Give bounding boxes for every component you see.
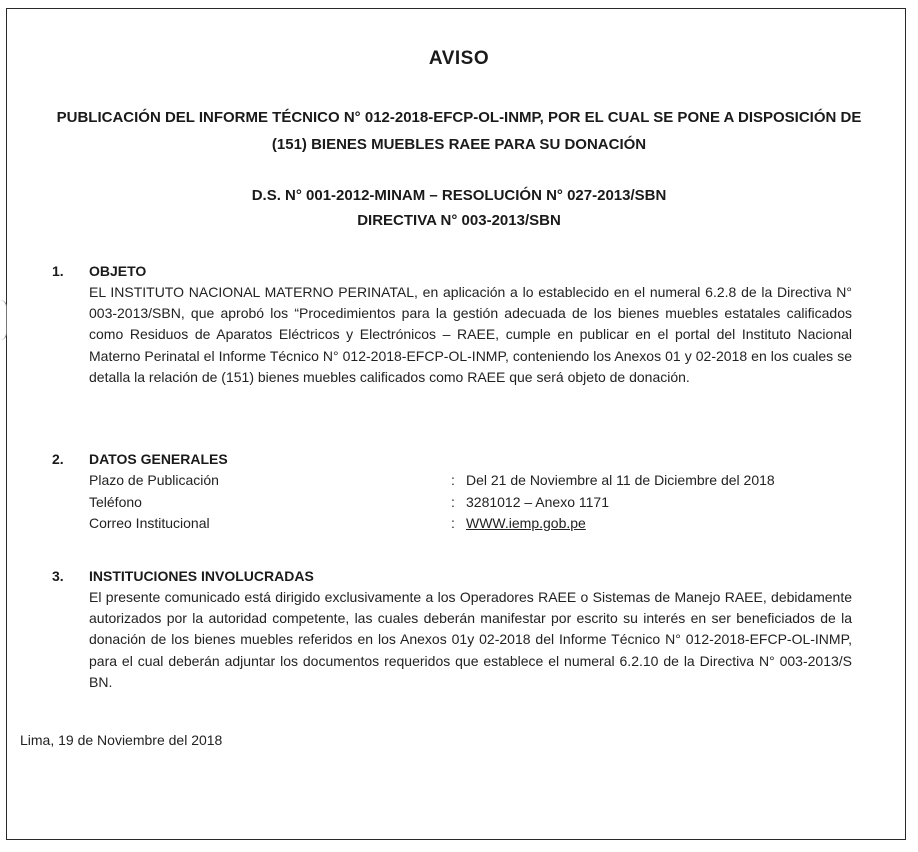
section-title: DATOS GENERALES	[89, 451, 228, 467]
data-row-correo	[89, 513, 852, 535]
data-value: Del 21 de Noviembre al 11 de Diciembre del 2018	[466, 472, 775, 488]
document-title: AVISO	[428, 48, 490, 69]
legal-reference-line-2: DIRECTIVA N° 003-2013/SBN	[357, 212, 561, 229]
footer-date: Lima, 19 de Noviembre del 2018	[20, 732, 223, 748]
section-number: 1.	[52, 263, 64, 279]
scan-margin-mark	[0, 300, 7, 340]
data-row-plazo	[89, 470, 852, 492]
data-colon: :	[451, 493, 455, 510]
data-label: Correo Institucional	[89, 515, 210, 531]
section-body: El presente comunicado está dirigido exclusivamente a los Operadores RAEE o Sistemas de Manejo RAEE, debidamente autorizados por la autoridad competente, las cuales deberán manifestar por escrito su interés en ser beneficiados de la donación de los bienes muebles referidos en los Anexos 01y 02-2018 del Informe Técnico N° 012-2018-EFCP-OL-INMP, para el cual deberán adjuntar los documentos requeridos que establece el numeral 6.2.10 de la Directiva N° 003-2013/S BN.	[89, 589, 852, 690]
section-heading	[52, 260, 852, 282]
data-label: Teléfono	[89, 493, 142, 510]
data-colon: :	[451, 472, 455, 488]
section-heading	[52, 565, 852, 587]
website-link[interactable]: WWW.iemp.gob.pe	[466, 515, 586, 531]
section-datos-generales	[52, 448, 852, 535]
data-label: Plazo de Publicación	[89, 472, 219, 488]
section-title: OBJETO	[89, 263, 147, 279]
legal-references	[0, 183, 918, 233]
section-number: 3.	[52, 568, 64, 584]
data-row-telefono	[89, 492, 852, 514]
section-objeto	[52, 260, 852, 388]
section-title: INSTITUCIONES INVOLUCRADAS	[89, 568, 314, 584]
section-body: EL INSTITUTO NACIONAL MATERNO PERINATAL, en aplicación a lo establecido en el numeral 6.2.8 de la Directiva N° 003-2013/SBN, que aprobó los “Procedimientos para la gestión adecuada de los bienes muebles estatales calificados como Residuos de Aparatos Eléctricos y Electrónicos – RAEE, cumple en publicar en el portal del Instituto Nacional Materno Perinatal el Informe Técnico N° 012-2018-EFCP-OL-INMP, conteniendo los Anexos 01 y 02-2018 en los cuales se detalla la relación de (151) bienes muebles calificados como RAEE que será objeto de donación.	[89, 284, 852, 385]
section-number: 2.	[52, 451, 64, 467]
data-colon: :	[451, 515, 455, 531]
document-subtitle: PUBLICACIÓN DEL INFORME TÉCNICO N° 012-2018-EFCP-OL-INMP, POR EL CUAL SE PONE A DISPOSICIÓN DE (151) BIENES MUEBLES RAEE PARA SU DONACIÓN	[56, 109, 862, 153]
section-instituciones	[52, 565, 852, 693]
section-heading	[52, 448, 852, 470]
data-table	[89, 470, 852, 535]
data-value: 3281012 – Anexo 1171	[466, 493, 609, 510]
legal-reference-line-1: D.S. N° 001-2012-MINAM – RESOLUCIÓN N° 027-2013/SBN	[251, 187, 667, 204]
